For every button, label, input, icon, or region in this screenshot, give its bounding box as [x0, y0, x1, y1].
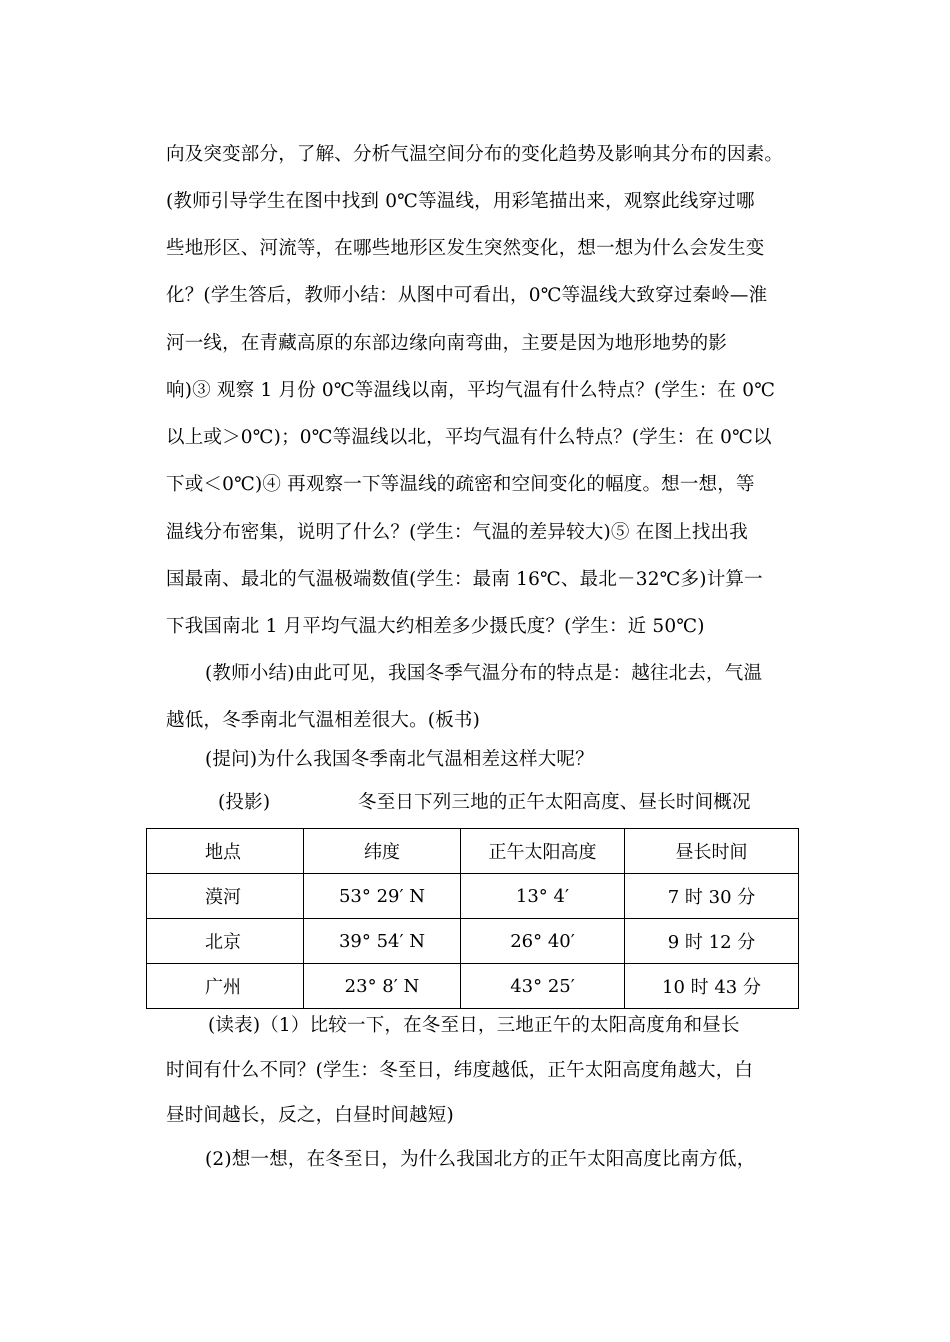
text-line: (提问)为什么我国冬季南北气温相差这样大呢？ [205, 749, 594, 770]
text-line: (教师小结)由此可见，我国冬季气温分布的特点是：越往北去，气温 [205, 663, 763, 684]
table-cell: 9 时 12 分 [625, 919, 799, 964]
table-cell: 广州 [147, 964, 304, 1009]
table-row [147, 874, 799, 919]
table-cell: 23° 8′ N [304, 964, 461, 1009]
text-line: 国最南、最北的气温极端数值(学生：最南 16℃、最北－32℃多)计算一 [166, 569, 763, 590]
table-cell: 13° 4′ [461, 874, 625, 919]
table-cell: 26° 40′ [461, 919, 625, 964]
caption-prefix: (投影) [218, 792, 271, 813]
table-header-cell: 正午太阳高度 [461, 829, 625, 874]
table-row [147, 964, 799, 1009]
text-line: (教师引导学生在图中找到 0℃等温线，用彩笔描出来，观察此线穿过哪 [166, 191, 755, 212]
table-header-row [147, 829, 799, 874]
table-cell: 53° 29′ N [304, 874, 461, 919]
table-cell: 北京 [147, 919, 304, 964]
text-line: 越低，冬季南北气温相差很大。(板书) [166, 710, 481, 731]
text-line: 时间有什么不同？(学生：冬至日，纬度越低，正午太阳高度角越大，白 [166, 1060, 754, 1081]
text-line: 向及突变部分，了解、分析气温空间分布的变化趋势及影响其分布的因素。 [166, 144, 784, 165]
table-header-cell: 纬度 [304, 829, 461, 874]
table-row [147, 919, 799, 964]
text-line: 下我国南北 1 月平均气温大约相差多少摄氏度？(学生：近 50℃) [166, 616, 705, 637]
text-line: 河一线，在青藏高原的东部边缘向南弯曲，主要是因为地形地势的影 [166, 333, 728, 354]
table-cell: 10 时 43 分 [625, 964, 799, 1009]
table-cell: 39° 54′ N [304, 919, 461, 964]
data-table [146, 828, 799, 1009]
text-line: (2)想一想，在冬至日，为什么我国北方的正午太阳高度比南方低， [205, 1149, 756, 1170]
text-line: 响)③ 观察 1 月份 0℃等温线以南，平均气温有什么特点？(学生：在 0℃ [166, 380, 776, 401]
text-line: 以上或＞0℃)；0℃等温线以北，平均气温有什么特点？(学生：在 0℃以 [166, 427, 772, 448]
text-line: 化？(学生答后，教师小结：从图中可看出，0℃等温线大致穿过秦岭—淮 [166, 285, 768, 306]
text-line: 昼时间越长，反之，白昼时间越短) [166, 1105, 454, 1126]
table-header-cell: 昼长时间 [625, 829, 799, 874]
table-cell: 漠河 [147, 874, 304, 919]
text-line: (读表)（1）比较一下，在冬至日，三地正午的太阳高度角和昼长 [208, 1015, 740, 1036]
table-cell: 7 时 30 分 [625, 874, 799, 919]
text-line: 些地形区、河流等，在哪些地形区发生突然变化，想一想为什么会发生变 [166, 238, 765, 259]
text-line: 温线分布密集，说明了什么？(学生：气温的差异较大)⑤ 在图上找出我 [166, 522, 748, 543]
text-line: 下或＜0℃)④ 再观察一下等温线的疏密和空间变化的幅度。想一想，等 [166, 474, 755, 495]
table-caption: 冬至日下列三地的正午太阳高度、昼长时间概况 [358, 792, 751, 813]
table-header-cell: 地点 [147, 829, 304, 874]
table-cell: 43° 25′ [461, 964, 625, 1009]
